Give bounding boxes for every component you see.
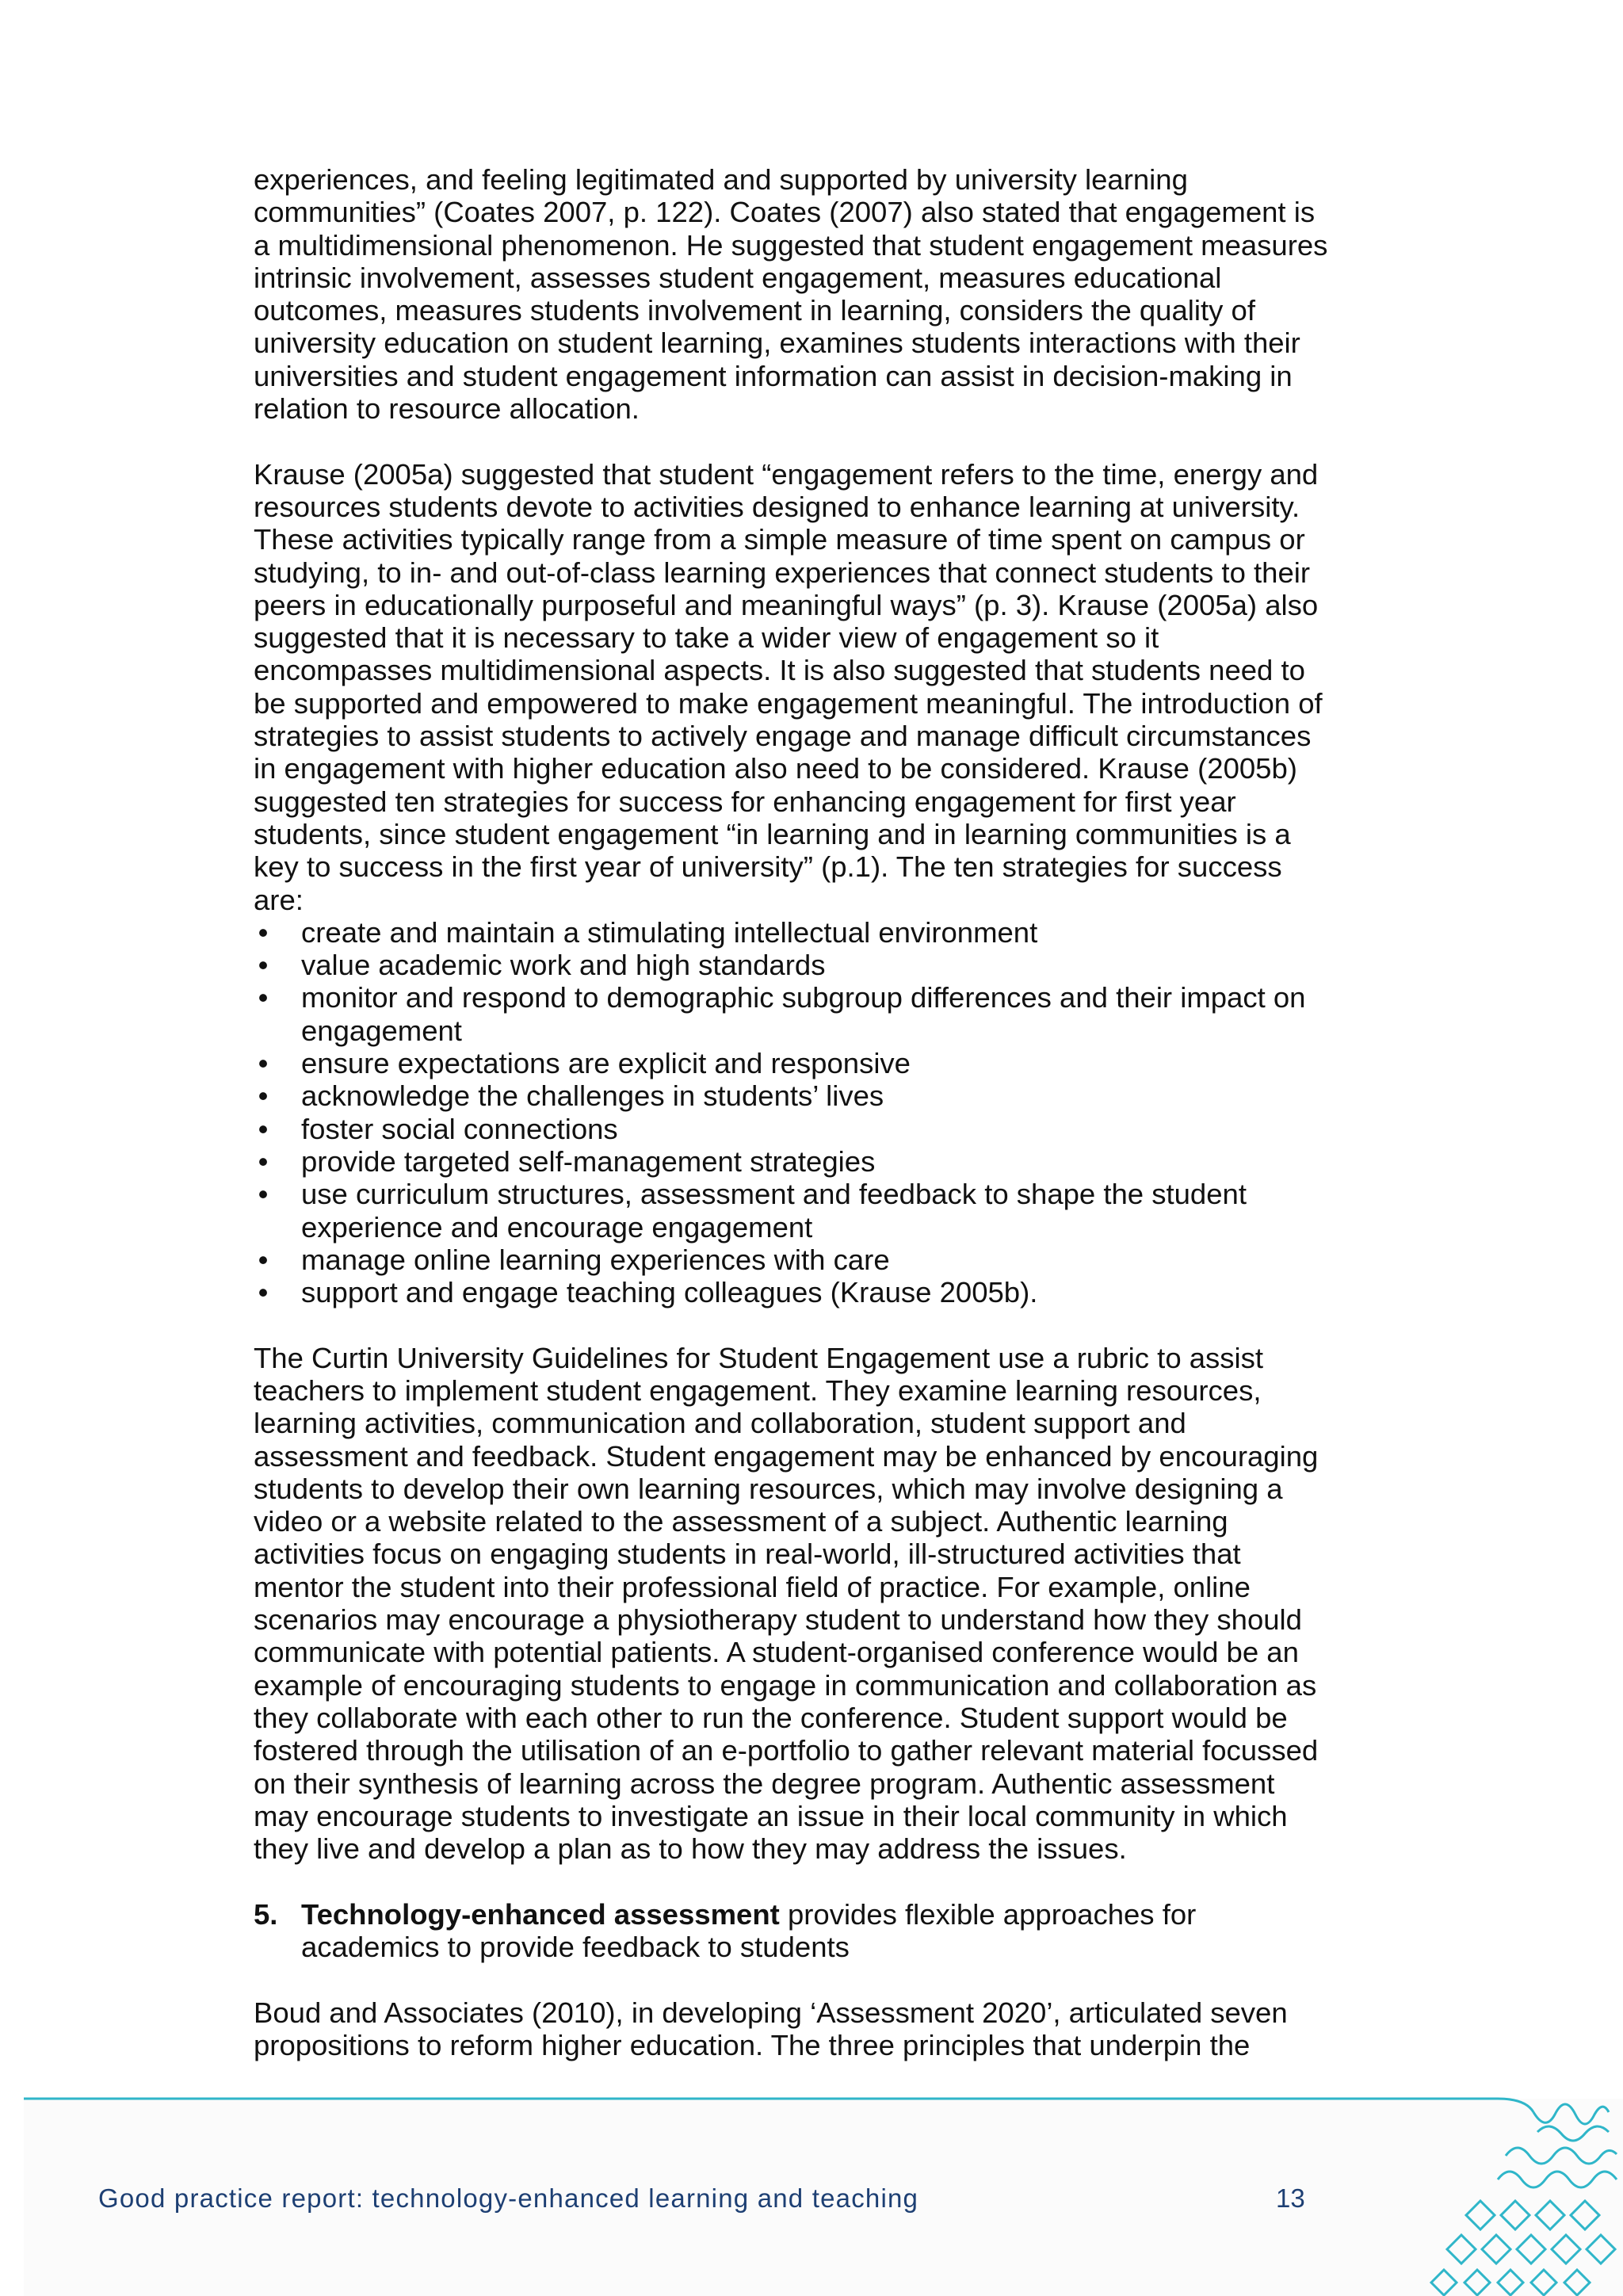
bullet-icon: •	[258, 1144, 269, 1178]
numbered-item-5	[254, 1898, 1379, 1964]
bullet-icon: •	[258, 1243, 269, 1276]
list-item: • monitor and respond to demographic subgroup differences and their impact on engagement	[254, 981, 1379, 1047]
page-number: 13	[1276, 2183, 1305, 2213]
paragraph-curtin-guidelines: The Curtin University Guidelines for Student Engagement use a rubric to assist teachers to implement student engagement. They examine learning resources, learning activities, communication and collaboration, student support and assessment and feedback. Student engagement may be enhanced by encouraging students to develop their own learning resources, which may involve designing a video or a website related to the assessment of a subject. Authentic learning activities focus on engaging students in real-world, ill-structured activities that mentor the student into their professional field of practice. For example, online scenarios may encourage a physiotherapy student to understand how they should communicate with potential patients. A student-organised conference would be an example of encouraging students to engage in communication and collaboration as they collaborate with each other to run the conference. Student support would be fostered through the utilisation of an e-portfolio to gather relevant material focussed on their synthesis of learning across the degree program. Authentic assessment may encourage students to investigate an issue in their local community in which they live and develop a plan as to how they may address the issues.	[254, 1341, 1319, 1866]
paragraph-coates: experiences, and feeling legitimated and supported by university learning communities” (Coates 2007, p. 122). Coates (2007) also stated that engagement is a multidimensional phenomenon. He suggested that student engagement measures intrinsic involvement, assesses student engagement, measures educational outcomes, measures students involvement in learning, considers the quality of university education on student learning, examines students interactions with their universities and student engagement information can assist in decision-making in relation to resource allocation.	[254, 163, 1328, 426]
list-item: • create and maintain a stimulating intellectual environment	[254, 916, 1379, 949]
bullet-icon: •	[258, 1276, 269, 1309]
item-number: 5.	[254, 1897, 278, 1931]
list-item: • value academic work and high standards	[254, 949, 1379, 981]
item-text: provides flexible approaches for academics to provide feedback to students	[301, 1897, 1197, 1964]
bullet-icon: •	[258, 1178, 269, 1211]
list-item: • manage online learning experiences with care	[254, 1244, 1379, 1276]
list-item: • support and engage teaching colleagues (Krause 2005b).	[254, 1276, 1379, 1308]
paragraph-boud: Boud and Associates (2010), in developing ‘Assessment 2020’, articulated seven propositions to reform higher education. The three principles that underpin the	[254, 1996, 1288, 2061]
list-item: • use curriculum structures, assessment and feedback to shape the student experience and encourage engagement	[254, 1178, 1379, 1244]
paragraph-krause: Krause (2005a) suggested that student “engagement refers to the time, energy and resources students devote to activities designed to enhance learning at university. These activities typically range from a simple measure of time spent on campus or studying, to in- and out-of-class learning experiences that connect students to their peers in educationally purposeful and meaningful ways” (p. 3). Krause (2005a) also suggested that it is necessary to take a wider view of engagement so it encompasses multidimensional aspects. It is also suggested that students need to be supported and empowered to make engagement meaningful. The introduction of strategies to assist students to actively engage and manage difficult circumstances in engagement with higher education also need to be considered. Krause (2005b) suggested ten strategies for success for enhancing engagement for first year students, since student engagement “in learning and in learning communities is a key to success in the first year of university” (p.1). The ten strategies for success are:	[254, 457, 1323, 916]
bullet-icon: •	[258, 981, 269, 1014]
footer-report-title: Good practice report: technology-enhanced learning and teaching	[98, 2183, 919, 2213]
bullet-icon: •	[258, 915, 269, 949]
item-heading: Technology-enhanced assessment	[301, 1897, 780, 1931]
bullet-icon: •	[258, 1079, 269, 1113]
page-body	[254, 163, 1379, 2061]
list-item: • ensure expectations are explicit and responsive	[254, 1047, 1379, 1079]
bullet-icon: •	[258, 1112, 269, 1145]
list-item: • acknowledge the challenges in students’ lives	[254, 1079, 1379, 1112]
bullet-icon: •	[258, 1047, 269, 1080]
strategies-list	[254, 916, 1379, 1309]
bullet-icon: •	[258, 949, 269, 982]
list-item: • foster social connections	[254, 1113, 1379, 1145]
list-item: • provide targeted self-management strategies	[254, 1145, 1379, 1178]
